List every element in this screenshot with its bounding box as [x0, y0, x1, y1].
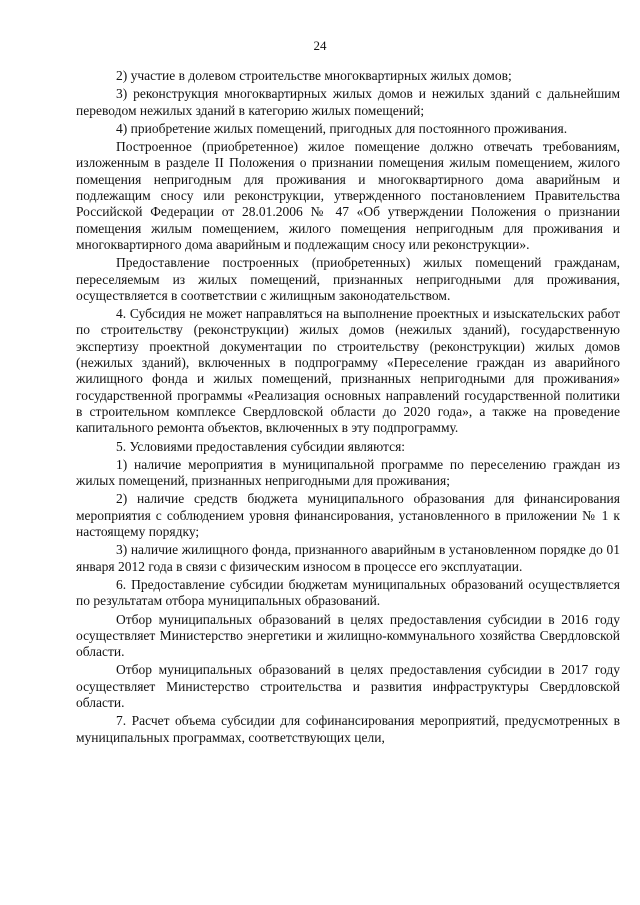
paragraph: Отбор муниципальных образований в целях предоставления субсидии в 2017 году осуществляет Министерство строительства и развития инфраструктуры Свердловской области.: [76, 662, 620, 710]
paragraph: 6. Предоставление субсидии бюджетам муниципальных образований осуществляется по результатам отбора муниципальных образований.: [76, 576, 620, 609]
document-body: [76, 68, 620, 748]
paragraph: Отбор муниципальных образований в целях предоставления субсидии в 2016 году осуществляет Министерство энергетики и жилищно-коммунального хозяйства Свердловской области.: [76, 611, 620, 660]
paragraph: 2) наличие средств бюджета муниципального образования для финансирования мероприятия с соблюдением уровня финансирования, установленного в приложении № 1 к настоящему порядку;: [76, 491, 620, 540]
paragraph: 4. Субсидия не может направляться на выполнение проектных и изыскательских работ по строительству (реконструкции) жилых домов (нежилых зданий), государственную экспертизу проектной документации по строительству (реконструкции) жилых домов (нежилых зданий), включенных в подпрограмму «Переселение граждан из аварийного жилищного фонда и жилых помещений, признанных непригодными для проживания» государственной программы «Реализация основных направлений государственной политики в строительном комплексе Свердловской области до 2020 года», а также на проведение капитального ремонта объектов, включенных в эту подпрограмму.: [76, 306, 620, 436]
paragraph: 7. Расчет объема субсидии для софинансирования мероприятий, предусмотренных в муниципальных программах, соответствующих цели,: [76, 713, 620, 745]
paragraph: 3) реконструкция многоквартирных жилых домов и нежилых зданий с дальнейшим переводом нежилых зданий в категорию жилых помещений;: [76, 86, 620, 118]
page-number: 24: [313, 38, 327, 53]
paragraph: 4) приобретение жилых помещений, пригодных для постоянного проживания.: [116, 120, 568, 136]
paragraph: 5. Условиями предоставления субсидии являются:: [116, 438, 406, 454]
paragraph: 2) участие в долевом строительстве многоквартирных жилых домов;: [116, 68, 512, 83]
paragraph: Предоставление построенных (приобретенных) жилых помещений гражданам, переселяемым из жилых помещений, признанных непригодными для проживания, осуществляется в соответствии с жилищным законодательством.: [76, 255, 620, 303]
paragraph: 1) наличие мероприятия в муниципальной программе по переселению граждан из жилых помещений, признанных непригодными для проживания;: [76, 456, 620, 489]
paragraph: Построенное (приобретенное) жилое помещение должно отвечать требованиям, изложенным в разделе II Положения о признании помещения жилым помещением, жилого помещения непригодным для проживания и многоквартирного дома аварийным и подлежащим сносу или реконструкции, утвержденного постановлением Правительства Российской Федерации от 28.01.2006 № 47 «Об утверждении Положения о признании помещения жилым помещением, жилого помещения непригодным для проживания и многоквартирного дома аварийным и подлежащим сносу или реконструкции».: [76, 139, 620, 252]
paragraph: 3) наличие жилищного фонда, признанного аварийным в установленном порядке до 01 января 2012 года в связи с физическим износом в процессе его эксплуатации.: [76, 542, 620, 574]
